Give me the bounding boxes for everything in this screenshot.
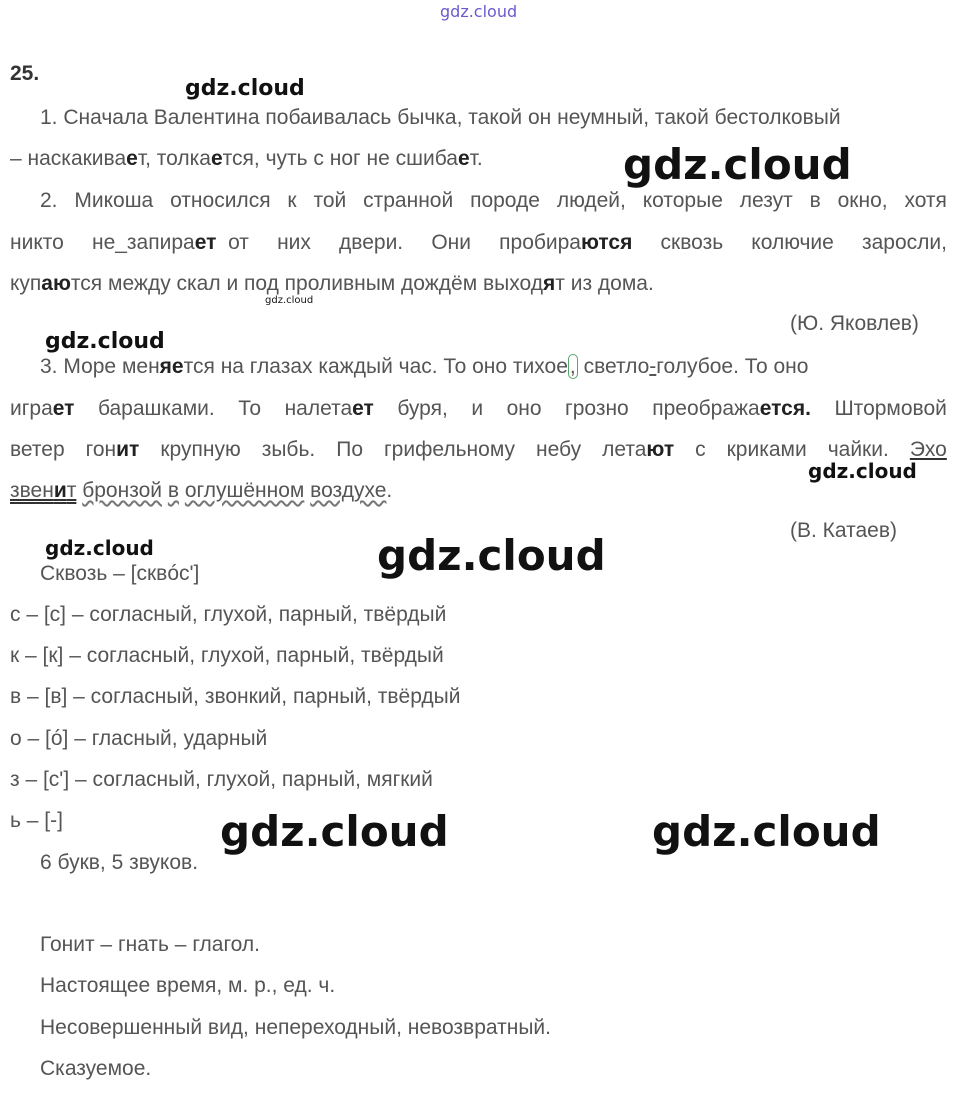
word-stem: пробира [499,231,581,254]
word-stem: игра [10,397,53,420]
word: Штормовой [834,397,947,420]
ending: ется. [759,397,811,420]
analysis-row: ь – [-] [10,809,63,832]
p3-line2 [10,396,947,422]
text: тся между скал и под проливным дождём выход [70,272,543,295]
ending: е [126,147,138,170]
analysis-row: с – [с] – согласный, глухой, парный, твёрдый [10,603,447,626]
analysis-row: з – [с'] – согласный, глухой, парный, мягкий [10,768,433,791]
word: То [238,397,262,420]
word: странной [363,189,454,212]
ending: я [543,272,556,295]
word: них [277,231,311,254]
text: куп [10,272,42,295]
watermark: gdz.cloud [45,329,165,354]
watermark: gdz.cloud [377,531,606,580]
text: – наскакива [10,147,127,170]
watermark: gdz.cloud [185,76,305,101]
text: 3. Море мен [40,355,160,378]
p1-line1: 1. Сначала Валентина побаивалась бычка, такой он неумный, такой бестолковый [40,106,841,129]
hyphen-mark: - [649,355,657,378]
morph-line: Настоящее время, м. р., ед. ч. [40,974,336,997]
text: тся на глазах каждый час. То оно тихое [183,355,568,378]
watermark: gdz.cloud [220,807,449,856]
word-stem: налета [284,397,353,420]
word: заросли, [862,231,947,254]
word: оно [506,397,542,420]
word: ветер [10,438,65,461]
p3-line1 [40,354,808,380]
text: тся, чуть с ног не сшиба [222,147,458,170]
predicate-underlined [10,479,76,502]
author-yakovlev: (Ю. Яковлев) [790,312,919,335]
analysis-title: Сквозь – [сквóс'] [40,562,200,585]
word: грифельному [384,438,515,461]
word [602,437,674,463]
word [652,396,811,422]
ending: и [53,479,67,502]
word [285,396,374,422]
word-stem: преобража [652,397,760,420]
ending: ет [352,397,374,420]
ending: ит [116,438,140,461]
word [92,230,249,256]
p3-line3 [10,437,947,463]
analysis-summary: 6 букв, 5 звуков. [40,851,199,874]
ending: ют [646,438,675,461]
word: той [313,189,347,212]
word: двери. [339,231,404,254]
object-underlined: бронзой [82,479,163,502]
word: зыбь. [261,438,316,461]
word: людей, [556,189,626,212]
p3-line4 [10,478,392,504]
attribute-underlined: оглушённом [184,479,305,502]
word-stem: звен [10,479,54,502]
morph-line: Несовершенный вид, непереходный, невозвратный. [40,1016,551,1039]
word [86,437,140,463]
analysis-row: в – [в] – согласный, звонкий, парный, твёрдый [10,685,461,708]
word-stem: гон [85,438,117,461]
p2-line2 [10,230,947,256]
circumstance-underlined: в [167,479,180,502]
author-kataev: (В. Катаев) [790,519,898,542]
p1-line2 [10,146,483,172]
word-stem: не_запира [91,231,195,254]
word: и [471,397,484,420]
word: которые [642,189,723,212]
text: т из дома. [555,272,654,295]
word: По [336,438,364,461]
word-stem: лета [602,438,647,461]
text: т. [469,147,483,170]
word: крупную [160,438,241,461]
word [499,230,632,256]
circumstance-underlined: воздухе [310,479,387,502]
text: светло [577,355,650,378]
ending: яе [159,355,184,378]
word: криками [726,438,807,461]
p2-line1 [40,188,947,214]
word: грозно [565,397,629,420]
word: сквозь [660,231,724,254]
word: никто [10,231,64,254]
word: Микоша [74,189,154,212]
ending: ются [581,231,633,254]
word-stem: т [66,479,77,502]
ending: ет [52,397,75,420]
ending: е [210,147,223,170]
watermark-top: gdz.cloud [440,2,518,21]
watermark: gdz.cloud [808,459,917,483]
word: колючие [751,231,834,254]
ending: ет [194,231,217,254]
morph-line: Сказуемое. [40,1057,152,1080]
ending: е [457,147,470,170]
word: хотя [904,189,947,212]
p2-line3 [10,271,654,297]
watermark: gdz.cloud [652,807,881,856]
watermark: gdz.cloud [623,140,852,189]
word: небу [536,438,582,461]
watermark: gdz.cloud [45,536,154,560]
text: . [386,479,393,502]
watermark-tiny: gdz.cloud [265,295,314,306]
word: барашками. [97,397,215,420]
word: чайки. [827,438,889,461]
word: лезут [739,189,793,212]
word [10,396,74,422]
word: к [287,189,297,212]
exercise-number: 25. [10,62,40,85]
word: с [695,438,706,461]
analysis-row: к – [к] – согласный, глухой, парный, твёрдый [10,644,444,667]
analysis-row: о – [ó] – гласный, ударный [10,727,268,750]
ending: аю [41,272,71,295]
comma-mark: , [569,355,576,378]
subject-underlined: Эхо [909,438,947,461]
word: 2. [40,189,58,212]
text: т, толка [137,147,211,170]
morph-line: Гонит – гнать – глагол. [40,933,260,956]
text: голубое. То оно [656,355,809,378]
word: буря, [397,397,448,420]
word: от [228,231,249,254]
word: Они [431,231,471,254]
word: в [809,189,821,212]
word: окно, [837,189,888,212]
word: породе [470,189,540,212]
word: относился [170,189,271,212]
